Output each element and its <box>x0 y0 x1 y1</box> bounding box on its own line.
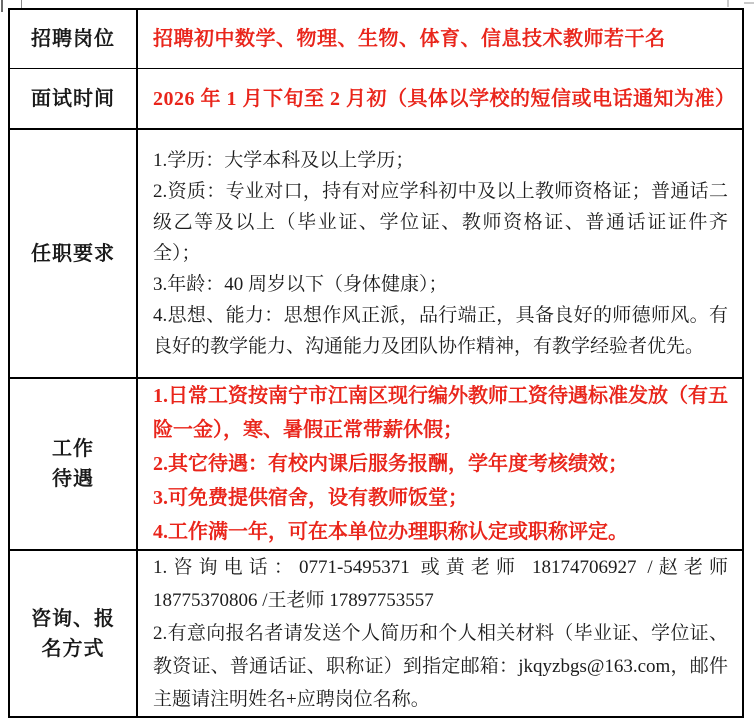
content-cell-interview-time <box>138 69 742 128</box>
label-cell-recruit-position <box>10 10 138 68</box>
content-cell-recruit-position <box>138 10 742 68</box>
row-label-line-1: 工作 <box>52 438 94 460</box>
row-work-benefits <box>10 379 742 551</box>
requirement-education: 1.学历：大学本科及以上学历； <box>153 150 415 171</box>
requirement-character: 4.思想、能力：思想作风正派，品行端正，具备良好的师德师风。有良好的教学能力、沟通能力及团队协作精神，有教学经验者优先。 <box>153 305 728 357</box>
row-label: 任职要求 <box>31 242 115 265</box>
content-cell-work-benefits <box>138 379 742 549</box>
requirement-qualification: 2.资质：专业对口，持有对应学科初中及以上教师资格证；普通话二级乙等及以上（毕业证、学位证、教师资格证、普通话证证件齐全）； <box>153 181 728 264</box>
recruit-position-text: 招聘初中数学、物理、生物、体育、信息技术教师若干名 <box>153 28 666 50</box>
label-cell-apply-method <box>10 551 138 716</box>
label-cell-interview-time <box>10 69 138 128</box>
benefit-dorm: 3.可免费提供宿舍，设有教师饭堂； <box>153 487 468 509</box>
row-recruit-position <box>10 10 742 69</box>
crop-artifact <box>727 0 729 7</box>
crop-artifact <box>1 0 3 12</box>
row-job-requirements <box>10 130 742 379</box>
row-label-line-2: 名方式 <box>41 637 105 660</box>
benefit-salary: 1.日常工资按南宁市江南区现行编外教师工资待遇标准发放（有五险一金），寒、暑假正常带薪休假； <box>153 385 728 441</box>
interview-time-text: 2026 年 1 月下旬至 2 月初（具体以学校的短信或电话通知为准） <box>153 87 736 110</box>
row-apply-method <box>10 551 742 716</box>
crop-artifact <box>744 2 754 4</box>
row-label: 面试时间 <box>31 87 115 110</box>
row-interview-time <box>10 69 742 130</box>
contact-phones-text: 1.咨询电话：0771-5495371 或黄老师 18174706927 /赵老师 18775370806 /王老师 17897753557 <box>153 557 728 611</box>
benefit-other: 2.其它待遇：有校内课后服务报酬，学年度考核绩效； <box>153 453 628 475</box>
row-label-line-2: 待遇 <box>52 468 94 490</box>
content-cell-apply-method <box>138 551 742 716</box>
label-cell-job-requirements <box>10 130 138 377</box>
row-label-line-1: 咨询、报 <box>31 607 115 630</box>
requirement-age: 3.年龄：40 周岁以下（身体健康）； <box>153 274 448 295</box>
apply-email-text: 2.有意向报名者请发送个人简历和个人相关材料（毕业证、学位证、教资证、普通话证、职称证）到指定邮箱：jkqyzbgs@163.com，邮件主题请注明姓名+应聘岗位名称。 <box>153 623 728 710</box>
benefit-title: 4.工作满一年，可在本单位办理职称认定或职称评定。 <box>153 521 628 543</box>
row-label: 招聘岗位 <box>31 28 115 50</box>
label-cell-work-benefits <box>10 379 138 549</box>
content-cell-job-requirements <box>138 130 742 377</box>
recruitment-notice-table <box>8 8 744 718</box>
